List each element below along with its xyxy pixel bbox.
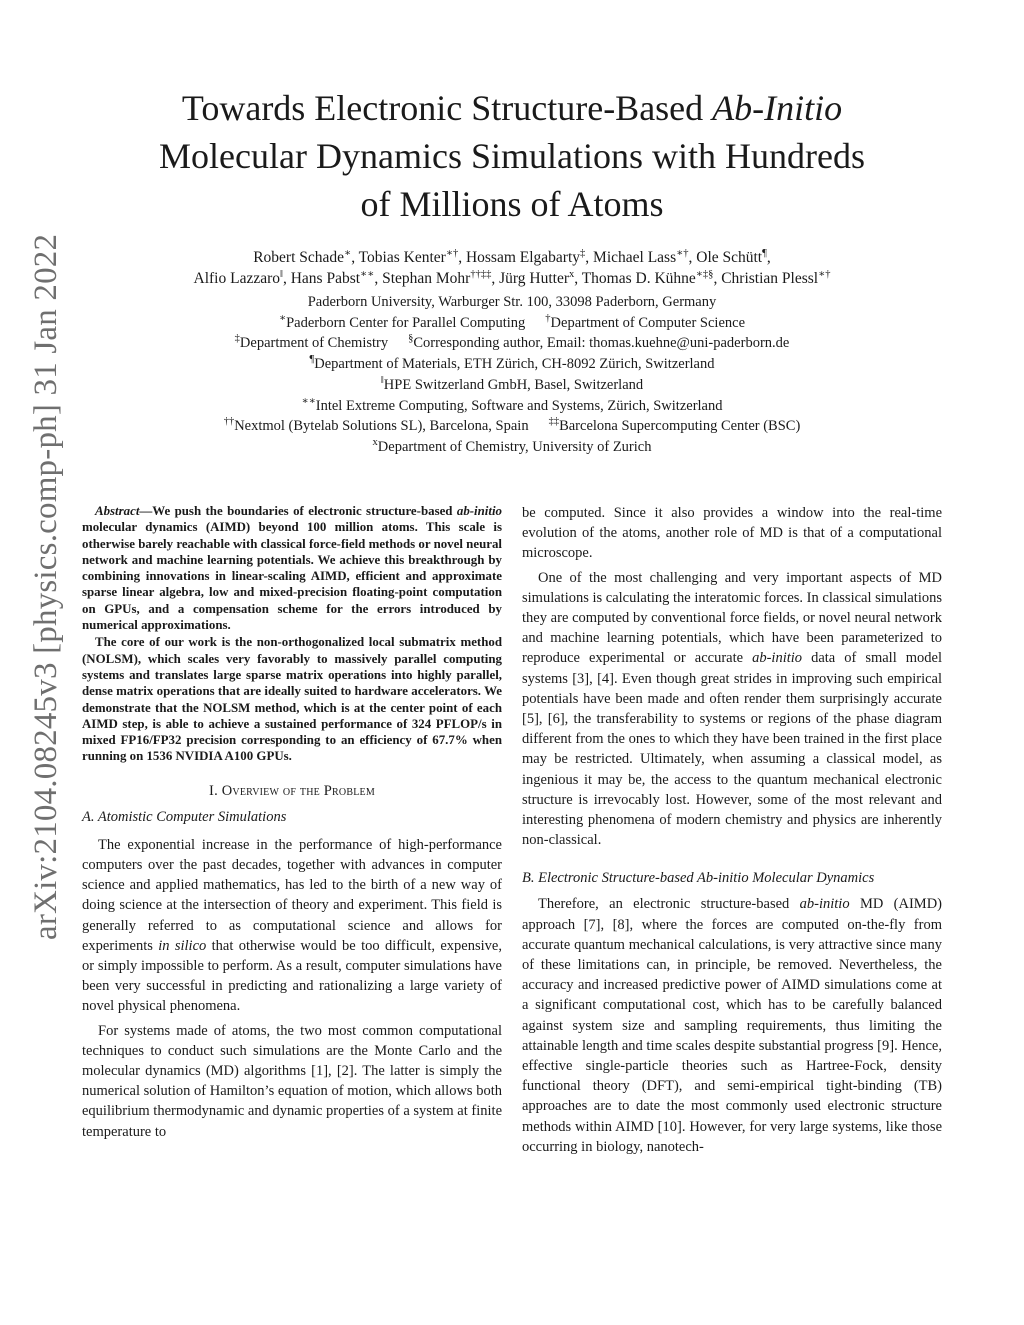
affiliation-line-7: ††Nextmol (Bytelab Solutions SL), Barcelona, Spain ‡‡Barcelona Supercomputing Center (BSC) [223, 416, 801, 435]
title-line-3: of Millions of Atoms [360, 184, 664, 224]
affiliation-zurich: $^x$Department of Chemistry, University of Zurich [372, 437, 652, 455]
paper-title [90, 84, 934, 228]
abstract-paragraph-1: Abstract—We push the boundaries of electronic structure-based ab-initio molecular dynamics (AIMD) beyond 100 million atoms. This scale is otherwise barely reachable with classical force-field methods or novel neural network and machine learning potentials. We achieve this breakthrough by combining innovations in linear-scaling AIMD, efficient and approximate sparse linear algebra, low and mixed-precision floating-point computation on GPUs, and a compensation scheme for the errors introduced by numerical approximations. [82, 504, 502, 633]
author-list [90, 247, 934, 289]
affiliation-hpe: ‖HPE Switzerland GmbH, Basel, Switzerland [380, 374, 644, 393]
abstract-paragraph-2: The core of our work is the non-orthogonalized local submatrix method (NOLSM), which scales very favorably to massively parallel computing systems and translates large sparse matrix operations into highly parallel, dense matrix operations that are ideally suited to hardware accelerators. We demonstrate that the NOLSM method, which is at the center point of each AIMD step, is able to achieve a sustained performance of 324 PFLOP/s in mixed FP16/FP32 precision corresponding to an efficiency of 67.7% when running on 1536 NVIDIA A100 GPUs. [82, 635, 502, 764]
affiliation-list [90, 292, 934, 458]
title-line-2: Molecular Dynamics Simulations with Hundreds [159, 136, 865, 176]
title-line-1-italic: Ab-Initio [712, 88, 843, 128]
body-paragraph: For systems made of atoms, the two most common computational techniques to conduct such simulations are the Monte Carlo and the molecular dynamics (MD) algorithms [1], [2]. The latter is simply the numerical solution of Hamilton’s equation of motion, which allows both equilibrium thermodynamic and dynamic properties of a system at finite temperature to [82, 1022, 502, 1140]
affiliation-line-3: ‡Department of Chemistry §Corresponding author, Email: thomas.kuehne@uni-paderborn.de [234, 333, 790, 352]
author-line-2: Alfio Lazzaro‖, Hans Pabst∗∗, Stephan Mohr††‡‡, Jürg Hutter$^x$, Thomas D. Kühne∗‡§, Christian Plessl∗† [193, 268, 831, 287]
affiliation-paderborn: Paderborn University, Warburger Str. 100, 33098 Paderborn, Germany [307, 294, 717, 310]
subsection-heading-aimd: B. Electronic Structure-based Ab-initio Molecular Dynamics [522, 870, 875, 887]
affiliation-intel: ∗∗Intel Extreme Computing, Software and Systems, Zürich, Switzerland [301, 395, 723, 414]
body-paragraph: One of the most challenging and very important aspects of MD simulations is calculating the interatomic forces. In classical simulations they are computed by conventional force fields, or novel neural network and machine learning potentials, which have been parameterized to reproduce experimental or accurate ab-initio data of small model systems [3], [4]. Even though great strides in improving such empirical potentials have been made and often render them surprisingly accurate [5], [6], the transferability to systems or regions of the phase diagram different from the ones to which they have been trained in the first place may be restricted. Ultimately, when assuming a classical model, as ingenious it may be, the access to the quantum mechanical electronic structure is irrevocably lost. However, some of the most relevant and interesting phenomena of modern chemistry and physics are inherently non-classical. [522, 569, 943, 849]
right-column [522, 503, 942, 1157]
affiliation-line-2: ∗Paderborn Center for Parallel Computing †Department of Computer Science [278, 312, 746, 331]
title-line-1: Towards Electronic Structure-Based [181, 88, 713, 128]
arxiv-id-text: arXiv:2104.08245v3 [physics.comp-ph] 31 Jan 2022 [28, 233, 64, 940]
section-heading-overview: I. Overview of the Problem [209, 782, 375, 799]
body-paragraph: Therefore, an electronic structure-based ab-initio MD (AIMD) approach [7], [8], where the forces are computed on-the-fly from accurate quantum mechanical calculations, is very attractive since many of these limitations can, in principle, be removed. Nevertheless, the accuracy and increased predictive power of AIMD simulations come at a significant computational cost, which has to be carefully balanced against system size and sampling requirements, thus limiting the attainable length and time scales despite substantial progress [9]. Hence, effective single-particle theories such as Hartree-Fock, density functional theory (DFT), and semi-empirical tight-binding (TB) approaches are to date the most commonly used electronic structure methods within AIMD [10]. However, for very large systems, like those occurring in biology, nanotech- [522, 896, 942, 1155]
affiliation-eth: ¶Department of Materials, ETH Zürich, CH-8092 Zürich, Switzerland [309, 354, 715, 373]
author-line-1: Robert Schade∗, Tobias Kenter∗†, Hossam Elgabarty‡, Michael Lass∗†, Ole Schütt¶, [253, 247, 771, 266]
left-column [82, 503, 502, 1142]
subsection-heading-atomistic: A. Atomistic Computer Simulations [82, 808, 287, 825]
abstract [82, 503, 502, 765]
body-paragraph: The exponential increase in the performance of high-performance computers over the past decades, together with advances in computer science and applied mathematics, has led to the birth of a new way of doing science at the intersection of theory and experiment. This field is generally referred to as computational science and allows for experiments in silico that otherwise would be too difficult, expensive, or simply impossible to perform. As a result, computer simulations have been very successful in predicting and rationalizing a large variety of novel physical phenomena. [82, 836, 502, 1015]
body-paragraph: be computed. Since it also provides a window into the real-time evolution of the atoms, another role of MD is that of a computational microscope. [522, 505, 942, 562]
